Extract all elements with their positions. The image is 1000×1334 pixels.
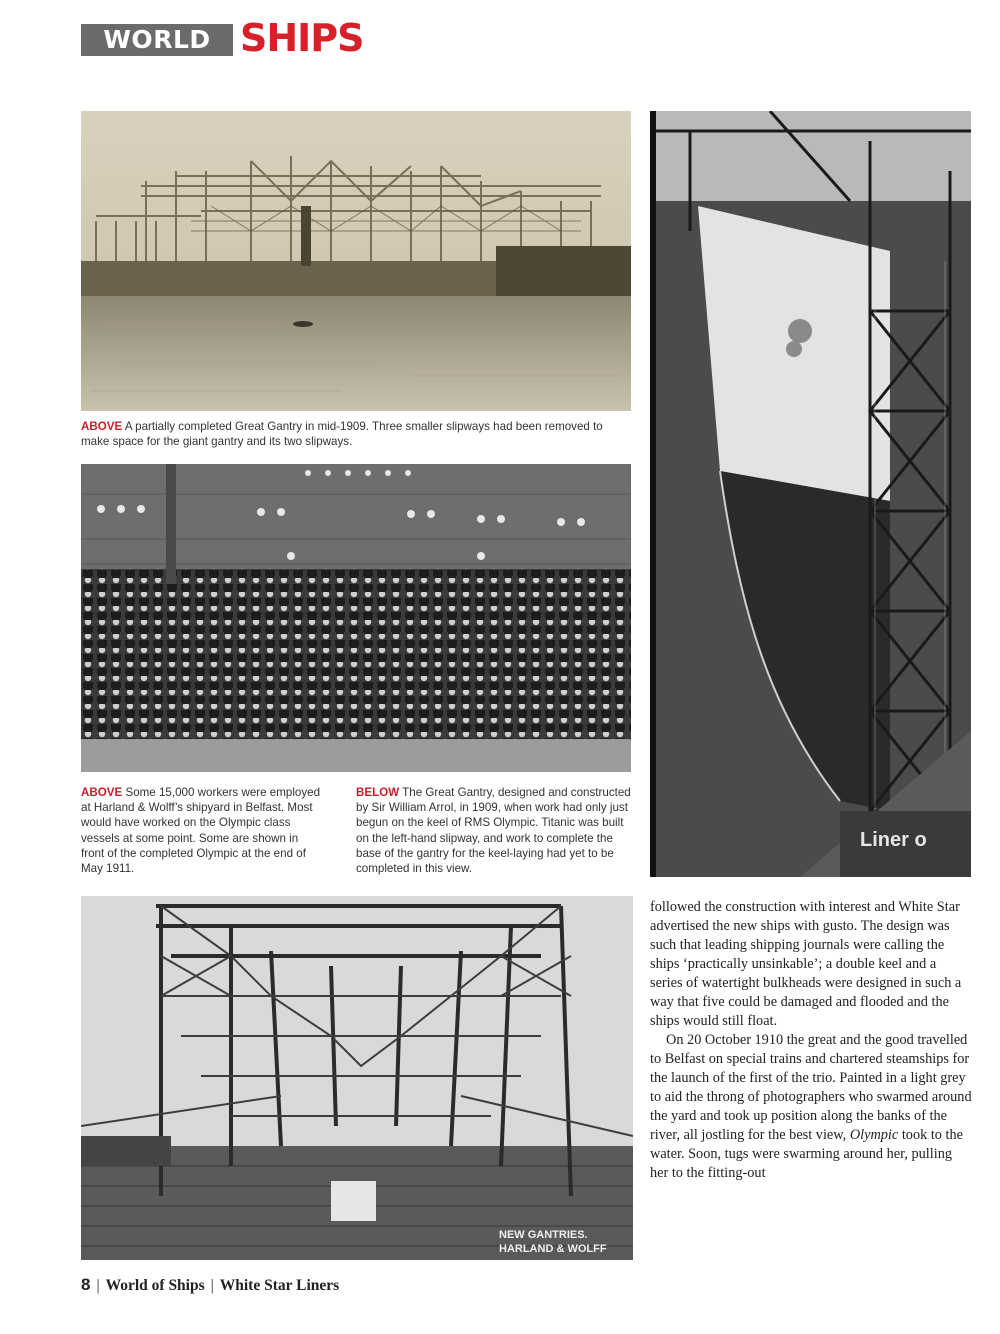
article-column [650,898,972,1183]
caption-text: A partially completed Great Gantry in mid-1909. Three smaller slipways had been removed to make space for the giant gantry and its two slipways. [81,420,603,449]
caption-lead: ABOVE [81,420,123,433]
caption-gantry-1909 [81,419,633,449]
caption-workers [81,785,321,876]
caption-lead: BELOW [356,786,400,799]
footer-separator: | [210,1277,214,1294]
footer-issue: White Star Liners [219,1277,340,1294]
caption-lead: ABOVE [81,786,123,799]
paragraph-2-text-a: On 20 October 1910 the great and the good travelled to Belfast on special trains and chartered steamships for the launch of the first of the trio. Painted in a light grey to aid the throng of photographers who swarmed around the yard and took up position along the banks of the river, all jostling for the best view, [650,1032,972,1143]
page-number: 8 [81,1275,91,1294]
article-paragraph-2 [650,1031,972,1183]
footer-separator: | [96,1277,100,1294]
caption-great-gantry [356,785,632,876]
caption-text: The Great Gantry, designed and constructed by Sir William Arrol, in 1909, when work had only just begun on the keel of RMS Olympic. Titanic was built on the left-hand slipway, and work to complete the base of the gantry for the keel-laying had yet to be completed in this view. [356,786,631,876]
photo-great-gantry [81,896,633,1260]
paragraph-2-text-b: took to the water. Soon, tugs were swarming around her, pulling her to the fitting-out [650,1127,963,1181]
article-paragraph-1: followed the construction with interest and White Star advertised the new ships with gusto. The design was such that leading shipping journals were calling the ships ‘practically unsinkable’; a double keel and a series of watertight bulkheads were designed in such a way that five could be damaged and flooded and the ships would still float. [650,899,962,1029]
photo-workers [81,464,631,772]
ship-name: Olympic [849,1127,899,1143]
gantry-overlay-line1: NEW GANTRIES. [499,1229,588,1241]
footer-magazine: World of Ships [105,1277,205,1294]
section-label: WORLD OF [81,24,233,56]
section-title: SHIPS [240,16,364,60]
hull-overlay-text: Liner o [860,829,927,851]
page-footer [81,1275,339,1296]
caption-text: Some 15,000 workers were employed at Harland & Wolff’s shipyard in Belfast. Most would have worked on the Olympic class vessels at some point. Some are shown in front of the completed Olympic at the end of May 1911. [81,786,321,876]
photo-hull-bow [650,111,971,877]
photo-gantry-1909 [81,111,631,411]
gantry-overlay-line2: HARLAND & WOLFF [499,1243,607,1255]
